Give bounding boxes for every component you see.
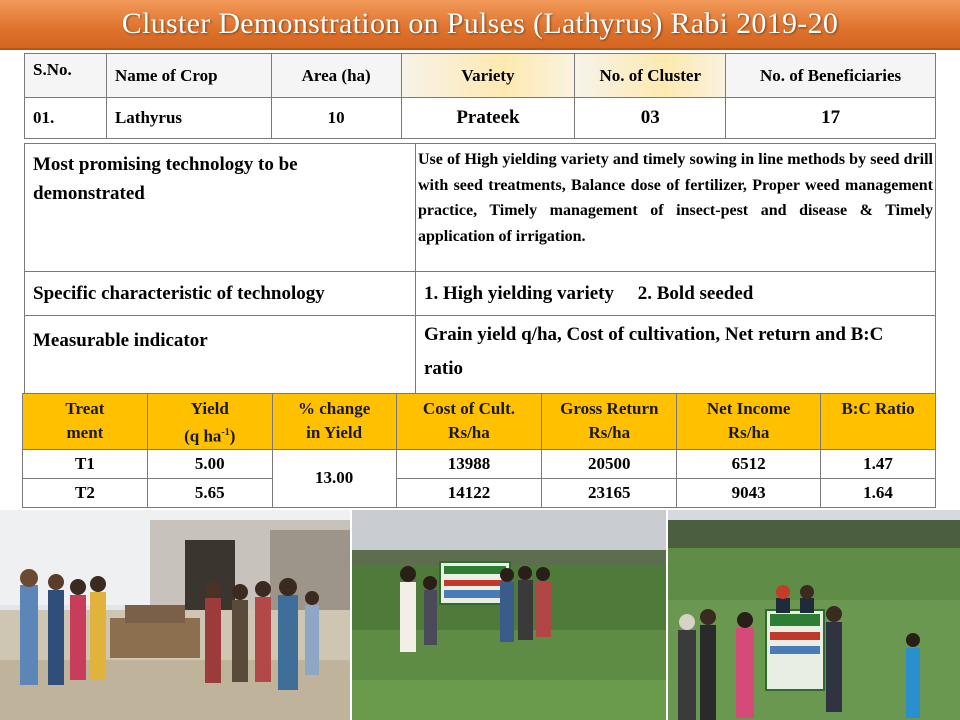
- value-clusters: 03: [575, 98, 726, 139]
- value-crop-name: Lathyrus: [106, 98, 271, 139]
- header-yield-close: ): [229, 426, 236, 446]
- value-variety: Prateek: [401, 98, 575, 139]
- header-gross-line1: Gross Return: [560, 399, 659, 418]
- header-cost: [396, 394, 542, 450]
- header-yield-unit: (q ha: [184, 426, 222, 446]
- header-change-line2: in Yield: [306, 423, 363, 442]
- header-gross-line2: Rs/ha: [588, 423, 631, 442]
- header-change-line1: % change: [298, 399, 371, 418]
- t1-bc-ratio: 1.47: [821, 449, 936, 478]
- header-beneficiaries: No. of Beneficiaries: [726, 54, 936, 98]
- photo-farmers-group-image: [0, 510, 350, 720]
- t1-net: 6512: [677, 449, 821, 478]
- t2-treatment: T2: [23, 478, 148, 507]
- results-header-row: [23, 394, 936, 450]
- promising-technology-row: [25, 144, 936, 272]
- t2-cost: 14122: [396, 478, 542, 507]
- header-net-line2: Rs/ha: [727, 423, 770, 442]
- measurable-indicator-text: Grain yield q/ha, Cost of cultivation, Net return and B:C ratio: [416, 316, 936, 395]
- title-bar: [0, 0, 960, 50]
- header-treatment: [23, 394, 148, 450]
- t1-yield: 5.00: [147, 449, 272, 478]
- photo-field-banner-image: [352, 510, 666, 720]
- yield-change-value: 13.00: [272, 449, 396, 507]
- photo-farmers-group: [0, 510, 350, 720]
- value-sno: 01.: [25, 98, 107, 139]
- header-yield-exponent: -1: [221, 427, 230, 438]
- header-clusters: No. of Cluster: [575, 54, 726, 98]
- header-net-line1: Net Income: [706, 399, 791, 418]
- t2-yield: 5.65: [147, 478, 272, 507]
- results-table: [22, 393, 936, 508]
- header-treatment-line2: ment: [66, 423, 104, 442]
- t1-cost: 13988: [396, 449, 542, 478]
- specific-characteristic-row: [25, 272, 936, 316]
- t2-net: 9043: [677, 478, 821, 507]
- measurable-indicator-row: [25, 316, 936, 395]
- header-yield: [147, 394, 272, 450]
- specific-characteristic-label: Specific characteristic of technology: [25, 272, 416, 316]
- crop-info-header-row: [25, 54, 936, 98]
- header-cost-line1: Cost of Cult.: [422, 399, 516, 418]
- t2-bc-ratio: 1.64: [821, 478, 936, 507]
- header-crop-name: Name of Crop: [106, 54, 271, 98]
- value-area: 10: [271, 98, 401, 139]
- header-gross: [542, 394, 677, 450]
- header-sno: S.No.: [25, 54, 107, 98]
- header-treatment-line1: Treat: [65, 399, 105, 418]
- photo-field-banner: [352, 510, 666, 720]
- page-title: Cluster Demonstration on Pulses (Lathyrus) Rabi 2019-20: [121, 7, 839, 40]
- header-bc-ratio: B:C Ratio: [821, 394, 936, 450]
- header-area: Area (ha): [271, 54, 401, 98]
- value-beneficiaries: 17: [726, 98, 936, 139]
- measurable-indicator-label: Measurable indicator: [25, 316, 416, 395]
- photo-field-visit-image: [668, 510, 960, 720]
- promising-technology-text: Use of High yielding variety and timely sowing in line methods by seed drill with seed treatments, Balance dose of fertilizer, Proper weed management practice, Timely management of insect-pest and disease & Timely application of irrigation.: [416, 144, 936, 272]
- header-change: [272, 394, 396, 450]
- header-variety: Variety: [401, 54, 575, 98]
- results-row-t2: [23, 478, 936, 507]
- crop-info-value-row: [25, 98, 936, 139]
- technology-table: [24, 143, 936, 395]
- header-yield-line1: Yield: [190, 399, 229, 418]
- t1-treatment: T1: [23, 449, 148, 478]
- header-cost-line2: Rs/ha: [448, 423, 490, 442]
- photo-field-visit: [668, 510, 960, 720]
- header-net: [677, 394, 821, 450]
- t1-gross: 20500: [542, 449, 677, 478]
- crop-info-table: [24, 53, 936, 139]
- t2-gross: 23165: [542, 478, 677, 507]
- specific-characteristic-text: 1. High yielding variety 2. Bold seeded: [416, 272, 936, 316]
- promising-technology-label: Most promising technology to be demonstrated: [25, 144, 416, 272]
- results-row-t1: [23, 449, 936, 478]
